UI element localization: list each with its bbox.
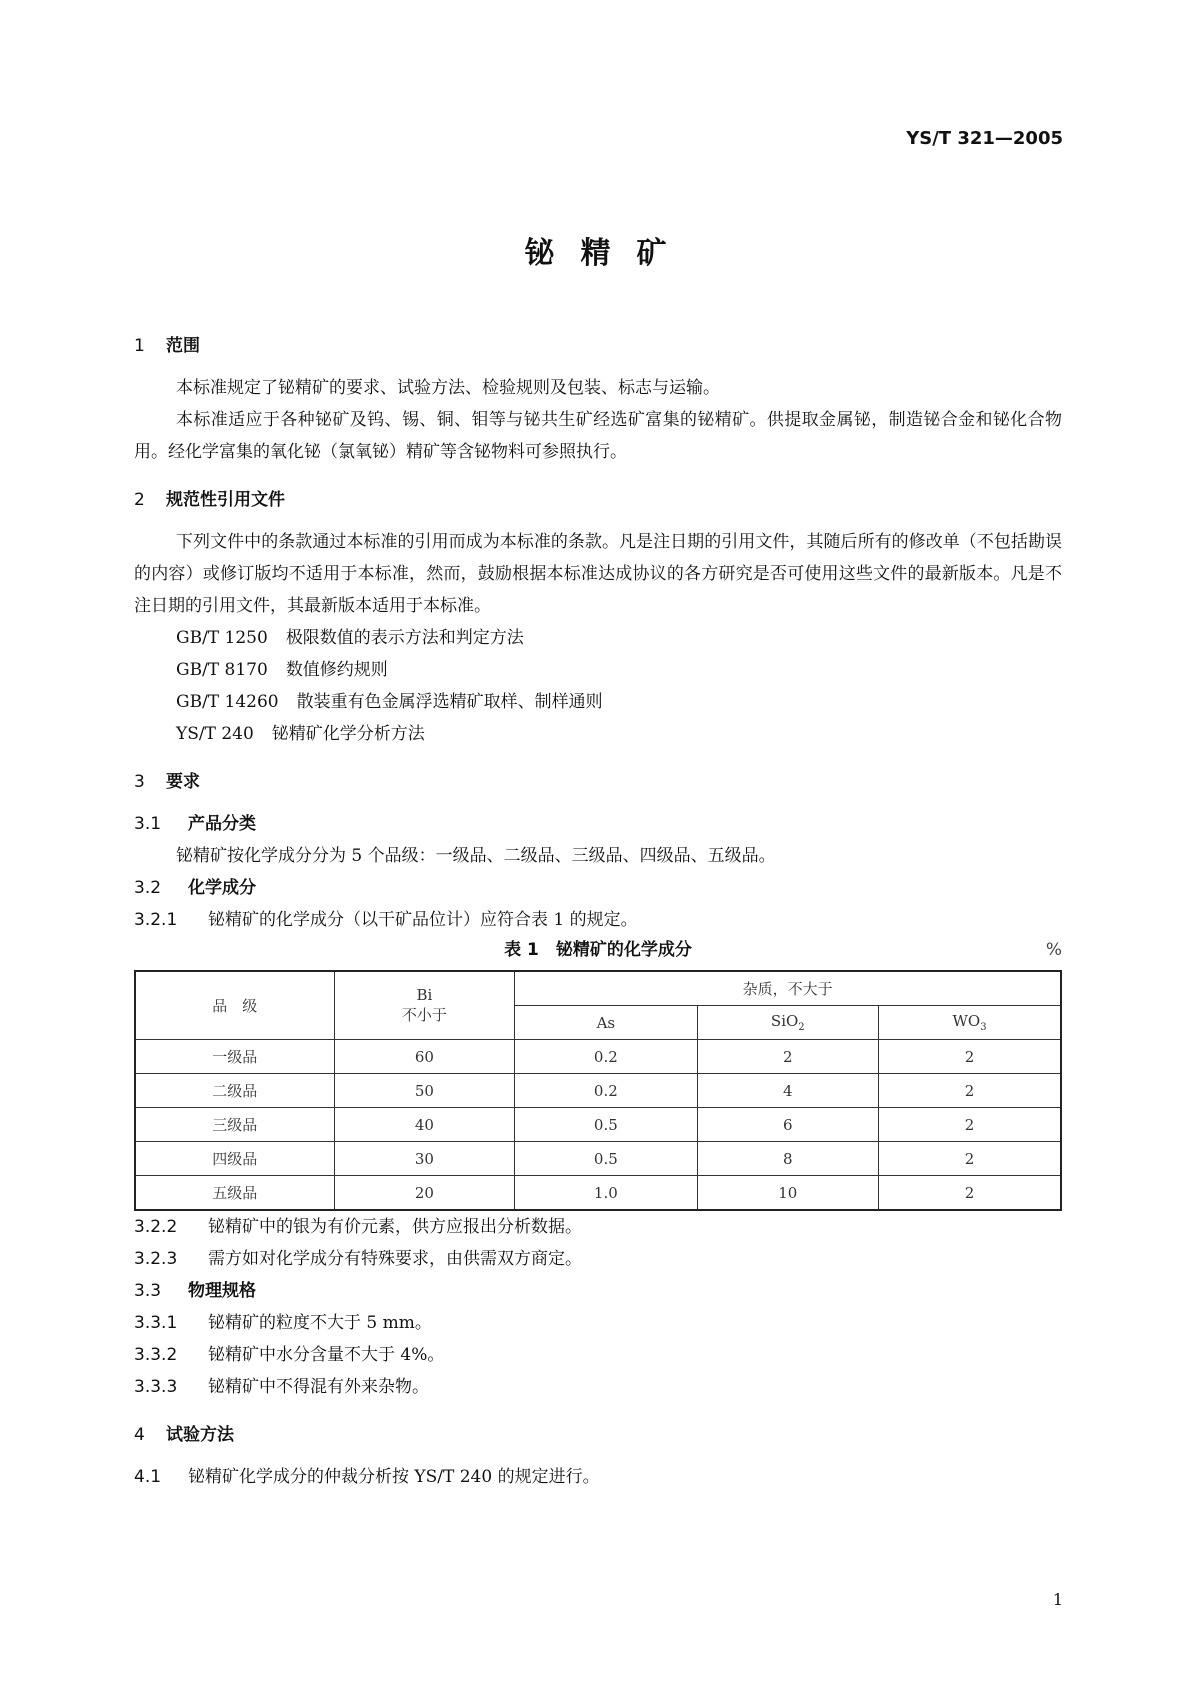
document-title: 铋精矿 [524,236,693,271]
clause-text: 铋精矿中不得混有外来杂物。 [208,1377,429,1397]
standard-code: YS/T 321—2005 [906,128,1063,149]
chemical-composition-table [134,970,1062,1211]
section-2-heading [134,484,1062,516]
section-title: 要求 [166,772,200,792]
paragraph: 铋精矿按化学成分分为 5 个品级：一级品、二级品、三级品、四级品、五级品。 [176,846,776,866]
section-title: 产品分类 [188,814,256,834]
table-unit: % [1045,940,1062,960]
reference-code: GB/T 1250 [176,628,268,648]
header-as: As [515,1006,697,1040]
section-title: 化学成分 [188,878,256,898]
section-4-heading [134,1419,1062,1451]
table-row [135,1040,1061,1074]
page-number: 1 [1052,1590,1063,1609]
section-number: 2 [134,490,145,510]
section-title: 试验方法 [166,1425,234,1445]
clause-number: 3.3.2 [134,1345,178,1365]
paragraph: 下列文件中的条款通过本标准的引用而成为本标准的条款。凡是注日期的引用文件，其随后所有的修改单（不包括勘误的内容）或修订版均不适用于本标准，然而，鼓励根据本标准达成协议的各方研究是否可使用这些文件的最新版本。凡是不注日期的引用文件，其最新版本适用于本标准。 [134,532,1062,616]
section-number: 3.1 [134,814,162,834]
reference-title: 铋精矿化学分析方法 [271,724,425,744]
cell-sio2: 10 [697,1176,878,1211]
header-sio2 [697,1006,878,1040]
cell-wo3: 2 [879,1176,1061,1211]
clause-text: 铋精矿的粒度不大于 5 mm。 [208,1313,432,1333]
cell-as: 0.5 [515,1142,697,1176]
cell-as: 0.2 [515,1040,697,1074]
subsection-3-1-heading [134,808,1062,840]
header-impurity: 杂质，不大于 [515,971,1061,1006]
header-bi-label: Bi [416,986,433,1004]
reference-title: 极限数值的表示方法和判定方法 [285,628,524,648]
cell-wo3: 2 [879,1040,1061,1074]
reference-code: GB/T 14260 [176,692,279,712]
header-sio2-sub: 2 [798,1022,805,1033]
section-number: 3 [134,772,145,792]
cell-bi: 40 [334,1108,515,1142]
cell-as: 1.0 [515,1176,697,1211]
section-number: 4 [134,1425,145,1445]
reference-item [134,686,1062,718]
cell-grade: 五级品 [135,1176,334,1211]
clause-3-3-3 [134,1371,1062,1403]
clause-text: 铋精矿中水分含量不大于 4%。 [208,1345,445,1365]
clause-3-2-1 [134,904,1062,936]
reference-title: 数值修约规则 [285,660,388,680]
clause-number: 4.1 [134,1467,162,1487]
clause-text: 铋精矿的化学成分（以干矿品位计）应符合表 1 的规定。 [208,910,638,930]
section-number: 3.3 [134,1281,162,1301]
clause-text: 铋精矿中的银为有价元素，供方应报出分析数据。 [208,1217,582,1237]
header-bi [334,971,515,1040]
section-title: 物理规格 [188,1281,256,1301]
reference-code: GB/T 8170 [176,660,268,680]
clause-text: 需方如对化学成分有特殊要求，由供需双方商定。 [208,1249,582,1269]
clause-number: 3.2.3 [134,1249,178,1269]
section-title: 范围 [166,336,200,356]
reference-title: 散装重有色金属浮选精矿取样、制样通则 [296,692,603,712]
table-row [135,1074,1061,1108]
paragraph: 本标准适应于各种铋矿及钨、锡、铜、钼等与铋共生矿经选矿富集的铋精矿。供提取金属铋，制造铋合金和铋化合物用。经化学富集的氧化铋（氯氧铋）精矿等含铋物料可参照执行。 [134,410,1062,462]
cell-grade: 四级品 [135,1142,334,1176]
reference-item [134,654,1062,686]
header-sio2-label: SiO [770,1012,799,1030]
cell-wo3: 2 [879,1074,1061,1108]
section-number: 3.2 [134,878,162,898]
cell-grade: 三级品 [135,1108,334,1142]
cell-grade: 二级品 [135,1074,334,1108]
clause-number: 3.3.1 [134,1313,178,1333]
clause-number: 3.3.3 [134,1377,178,1397]
reference-item [134,718,1062,750]
table-header-row [135,971,1061,1006]
clause-number: 3.2.2 [134,1217,178,1237]
table-caption [134,936,1062,964]
cell-grade: 一级品 [135,1040,334,1074]
subsection-3-3-heading [134,1275,1062,1307]
cell-sio2: 6 [697,1108,878,1142]
header-wo3-label: WO [952,1012,981,1030]
clause-text: 铋精矿化学成分的仲裁分析按 YS/T 240 的规定进行。 [188,1467,600,1487]
section-3-heading [134,766,1062,798]
section-number: 1 [134,336,145,356]
section-1-heading [134,330,1062,362]
header-wo3 [879,1006,1061,1040]
cell-as: 0.2 [515,1074,697,1108]
cell-wo3: 2 [879,1108,1061,1142]
header-bi-sub: 不小于 [401,1006,447,1024]
header-wo3-sub: 3 [980,1022,987,1033]
table-row [135,1142,1061,1176]
document-body [134,330,1062,1493]
paragraph: 本标准规定了铋精矿的要求、试验方法、检验规则及包装、标志与运输。 [176,378,720,398]
subsection-3-2-heading [134,872,1062,904]
cell-sio2: 4 [697,1074,878,1108]
cell-as: 0.5 [515,1108,697,1142]
clause-3-2-3 [134,1243,1062,1275]
table-title: 表 1 铋精矿的化学成分 [504,940,692,960]
cell-sio2: 2 [697,1040,878,1074]
section-title: 规范性引用文件 [166,490,285,510]
cell-bi: 50 [334,1074,515,1108]
clause-number: 3.2.1 [134,910,178,930]
clause-4-1 [134,1461,1062,1493]
cell-bi: 60 [334,1040,515,1074]
table-row [135,1108,1061,1142]
header-grade: 品 级 [135,971,334,1040]
clause-3-2-2 [134,1211,1062,1243]
cell-bi: 30 [334,1142,515,1176]
cell-sio2: 8 [697,1142,878,1176]
cell-bi: 20 [334,1176,515,1211]
reference-code: YS/T 240 [176,724,254,744]
table-row [135,1176,1061,1211]
reference-item [134,622,1062,654]
clause-3-3-2 [134,1339,1062,1371]
cell-wo3: 2 [879,1142,1061,1176]
clause-3-3-1 [134,1307,1062,1339]
